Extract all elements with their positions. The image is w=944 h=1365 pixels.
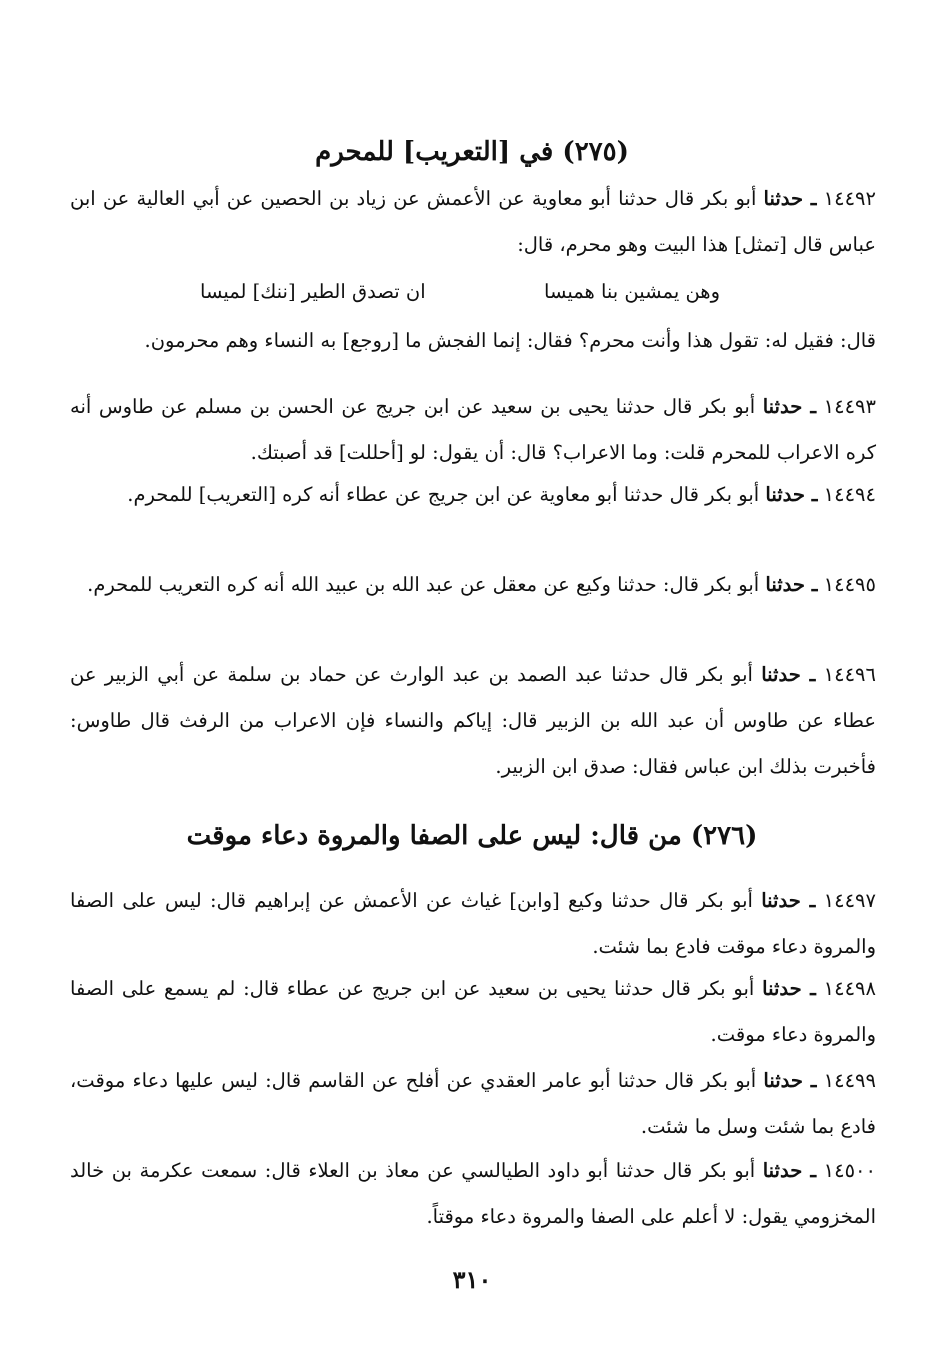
section-heading-276: (٢٧٦) من قال: ليس على الصفا والمروة دعاء موقت [186, 821, 758, 851]
hadith-lead: ـ حدثنا [765, 483, 818, 506]
hadith-14494 [70, 472, 876, 518]
hadith-text: أبو بكر قال حدثنا يحيى بن سعيد عن ابن جريج عن الحسن بن مسلم عن طاوس أنه كره الاعراب للمحرم قلت: وما الاعراب؟ قال: أن يقول: لو [أحللت] قد أصبتك. [70, 395, 876, 464]
hadith-text: أبو بكر قال حدثنا أبو عامر العقدي عن أفلح عن القاسم قال: ليس عليها دعاء موقت، فادع بما شئت وسل ما شئت. [70, 1069, 876, 1138]
hadith-14496 [70, 652, 876, 790]
hadith-lead: ـ حدثنا [762, 977, 816, 1000]
hadith-number: ١٤٤٩٧ [823, 889, 876, 912]
hadith-number: ١٤٤٩٥ [823, 573, 876, 596]
section-heading-275: (٢٧٥) في [التعريب] للمحرم [315, 137, 629, 167]
hadith-14493 [70, 384, 876, 476]
hadith-14495 [70, 562, 876, 608]
hadith-14498 [70, 966, 876, 1058]
hadith-lead: ـ حدثنا [761, 663, 816, 686]
poem-verse [200, 274, 720, 310]
hadith-14492-continuation [70, 318, 876, 364]
hadith-text: أبو بكر قال حدثنا عبد الصمد بن عبد الوارث عن حماد بن سلمة عن أبي الزبير عن عطاء عن طاوس أن عبد الله بن الزبير قال: إياكم والنساء فإن الاعراب من الرفث قال طاوس: فأخبرت بذلك ابن عباس فقال: صدق ابن الزبير. [70, 663, 876, 778]
hadith-14492 [70, 176, 876, 268]
hadith-lead: ـ حدثنا [762, 395, 817, 418]
hadith-14500 [70, 1148, 876, 1240]
hadith-text: قال: فقيل له: تقول هذا وأنت محرم؟ فقال: إنما الفجش ما [روجع] به النساء وهم محرمون. [144, 329, 876, 352]
hadith-number: ١٤٤٩٣ [823, 395, 876, 418]
hadith-14497 [70, 878, 876, 970]
hadith-number: ١٤٤٩٤ [823, 483, 876, 506]
hadith-number: ١٤٤٩٩ [823, 1069, 876, 1092]
hadith-text: أبو بكر قال حدثنا وكيع [وابن] غياث عن الأعمش عن إبراهيم قال: ليس على الصفا والمروة دعاء موقت فادع بما شئت. [70, 889, 876, 958]
poem-first-hemistich: وهن يمشين بنا هميسا [544, 280, 720, 303]
hadith-lead: ـ حدثنا [763, 187, 817, 210]
hadith-text: أبو بكر قال: حدثنا وكيع عن معقل عن عبد الله بن عبيد الله أنه كره التعريب للمحرم. [87, 573, 766, 596]
hadith-text: أبو بكر قال حدثنا أبو معاوية عن الأعمش عن زياد بن الحصين عن أبي العالية عن ابن عباس قال [تمثل] هذا البيت وهو محرم، قال: [70, 187, 876, 256]
page-number: ٣١٠ [452, 1265, 492, 1294]
poem-second-hemistich: ان تصدق الطير [ننك] لميسا [200, 280, 426, 303]
hadith-number: ١٤٥٠٠ [823, 1159, 877, 1182]
hadith-lead: ـ حدثنا [765, 573, 818, 596]
hadith-number: ١٤٤٩٨ [823, 977, 877, 1000]
hadith-number: ١٤٤٩٢ [823, 187, 876, 210]
hadith-lead: ـ حدثنا [761, 889, 816, 912]
hadith-lead: ـ حدثنا [763, 1069, 817, 1092]
hadith-lead: ـ حدثنا [762, 1159, 817, 1182]
hadith-number: ١٤٤٩٦ [823, 663, 876, 686]
hadith-text: أبو بكر قال حدثنا أبو معاوية عن ابن جريج عن عطاء أنه كره [التعريب] للمحرم. [127, 483, 766, 506]
hadith-text: أبو بكر قال حدثنا أبو داود الطيالسي عن معاذ بن العلاء قال: سمعت عكرمة بن خالد المخزومي يقول: لا أعلم على الصفا والمروة دعاء موقتاً. [70, 1159, 876, 1228]
hadith-14499 [70, 1058, 876, 1150]
hadith-text: أبو بكر قال حدثنا يحيى بن سعيد عن ابن جريج عن عطاء قال: لم يسمع على الصفا والمروة دعاء موقت. [70, 977, 876, 1046]
